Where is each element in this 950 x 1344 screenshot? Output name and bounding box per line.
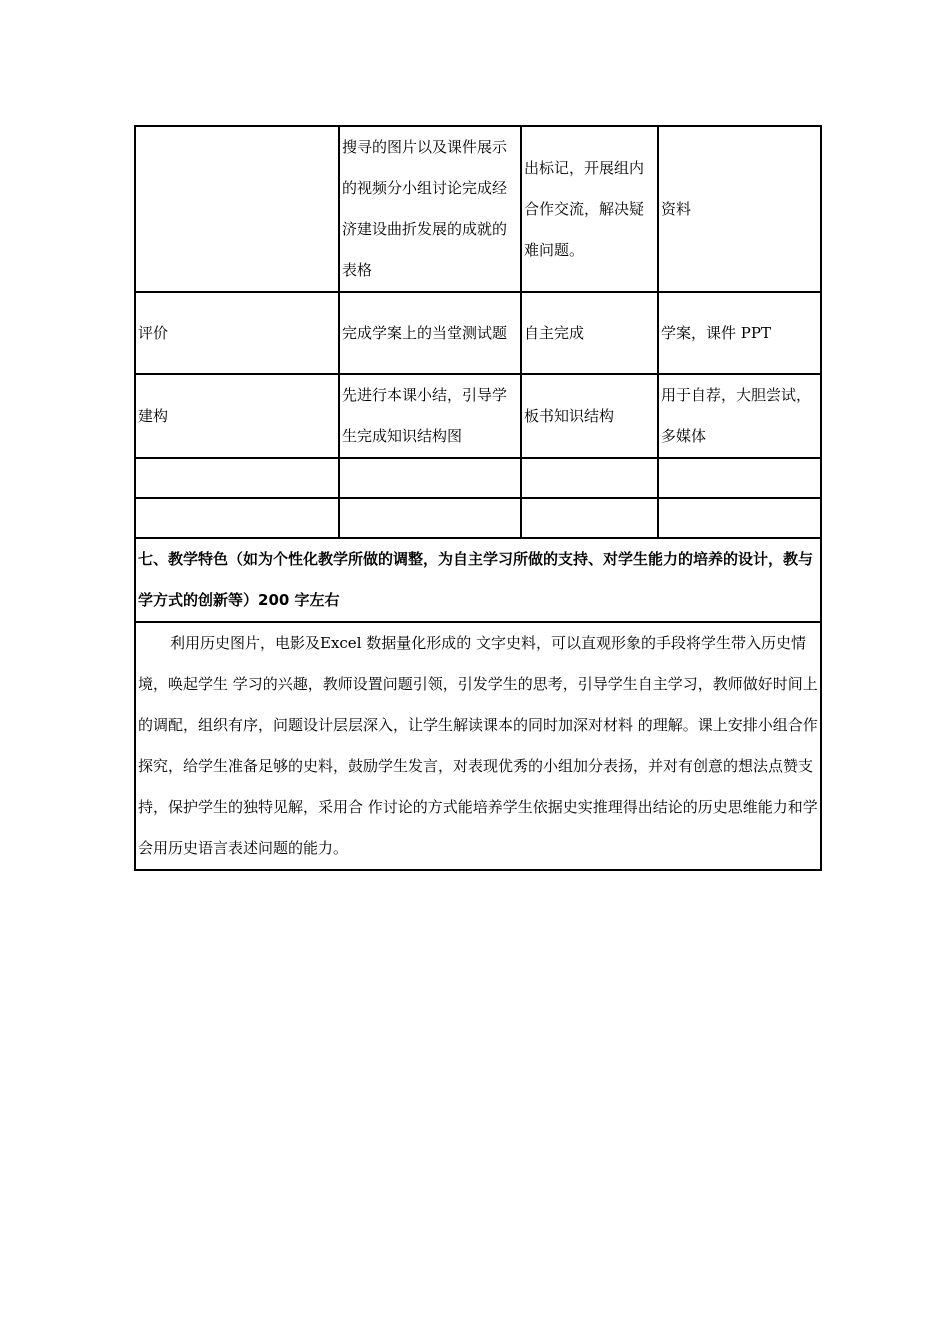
table-cell-teacher-activity: 搜寻的图片以及课件展示的视频分小组讨论完成经济建设曲折发展的成就的表格: [339, 126, 521, 292]
table-cell-empty: [135, 498, 339, 538]
table-cell-empty: [339, 458, 521, 498]
table-cell-resources: 学案，课件 PPT: [658, 292, 821, 374]
table-cell-empty: [135, 458, 339, 498]
table-cell-student-activity: 自主完成: [521, 292, 658, 374]
table-cell-empty: [658, 498, 821, 538]
table-cell-empty: [339, 498, 521, 538]
table-row: [135, 292, 821, 374]
section-7-body-cell: [135, 622, 821, 870]
table-cell-resources: 资料: [658, 126, 821, 292]
table-cell-stage: [135, 126, 339, 292]
table-row: [135, 374, 821, 458]
table-cell-stage: 评价: [135, 292, 339, 374]
section-7-heading: 七、教学特色（如为个性化教学所做的调整，为自主学习所做的支持、对学生能力的培养的设计，教与学方式的创新等）200 字左右: [135, 538, 821, 622]
section-7-paragraph: 利用历史图片，电影及Excel 数据量化形成的 文字史料，可以直观形象的手段将学生带入历史情境，唤起学生 学习的兴趣，教师设置问题引领，引发学生的思考，引导学生自主学习，教师做好时间上的调配，组织有序，问题设计层层深入，让学生解读课本的同时加深对材料 的理解。课上安排小组合作探究，给学生准备足够的史料，鼓励学生发言，对表现优秀的小组加分表扬，并对有创意的想法点赞支持，保护学生的独特见解，采用合 作讨论的方式能培养学生依据史实推理得出结论的历史思维能力和学会用历史语言表述问题的能力。: [138, 634, 818, 857]
table-cell-student-activity: 出标记，开展组内合作交流，解决疑难问题。: [521, 126, 658, 292]
section-heading-row: [135, 538, 821, 622]
section-body-row: [135, 622, 821, 870]
table-cell-empty: [521, 498, 658, 538]
table-cell-student-activity: 板书知识结构: [521, 374, 658, 458]
table-row: [135, 126, 821, 292]
table-cell-teacher-activity: 先进行本课小结，引导学生完成知识结构图: [339, 374, 521, 458]
table-cell-empty: [658, 458, 821, 498]
table-row: [135, 458, 821, 498]
table-cell-resources: 用于自荐，大胆尝试，多媒体: [658, 374, 821, 458]
table-cell-stage: 建构: [135, 374, 339, 458]
table-row: [135, 498, 821, 538]
lesson-plan-table: [134, 125, 822, 871]
table-cell-empty: [521, 458, 658, 498]
table-cell-teacher-activity: 完成学案上的当堂测试题: [339, 292, 521, 374]
